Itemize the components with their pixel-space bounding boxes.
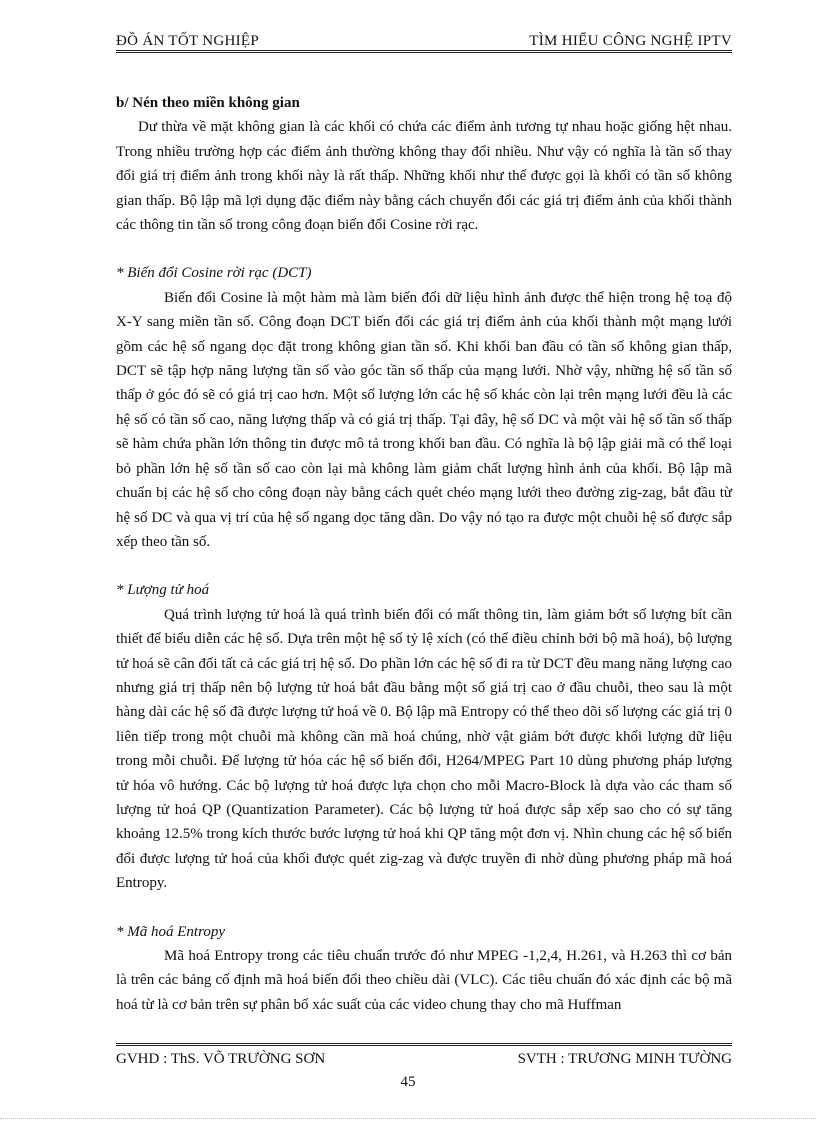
section-title: b/ Nén theo miền không gian: [116, 95, 300, 111]
header-rule: [116, 50, 732, 53]
footer-supervisor: GVHD : ThS. VÕ TRƯỜNG SƠN: [116, 1051, 326, 1067]
subheading-dct: * Biến đổi Cosine rời rạc (DCT): [116, 265, 312, 282]
paragraph-quantization: Quá trình lượng tử hoá là quá trình biến đổi có mất thông tin, làm giảm bớt số lượng bít cần thiết để biểu diễn các hệ số. Dựa trên một hệ số tỷ lệ xích (có thể điều chỉnh bởi bộ mã hoá), bộ lượng tử hoá sẽ cân đối tất cả các giá trị hệ số. Do phần lớn các hệ số đi ra từ DCT đều mang năng lượng cao nhưng giá trị thấp nên bộ lượng tử hoá bắt đầu bằng một số giá trị cao ở đầu chuỗi, theo sau là một hàng dài các hệ số đã được lượng tử hoá về 0. Bộ lập mã Entropy có thể theo dõi số lượng các giá trị 0 liên tiếp trong một chuỗi mà không cần mã hoá chúng, nhờ vật giảm bớt được khối lượng dữ liệu trong mỗi chuỗi. Để lượng tử hóa các hệ số biến đổi, H264/MPEG Part 10 dùng phương pháp lượng tử hóa vô hướng. Các bộ lượng tử hoá được lựa chọn cho mỗi Macro-Block là dựa vào các tham số lượng tử hoá QP (Quantization Parameter). Các bộ lượng tử hoá được sắp xếp sao cho có sự tăng khoảng 12.5% trong kích thước bước lượng tử hoá khi QP tăng một đơn vị. Nhìn chung các hệ số biến đổi được lượng tử hoá của khối được quét zig-zag và được truyền đi nhờ dùng phương pháp mã hoá Entropy.: [116, 606, 732, 892]
paragraph-spatial: Dư thừa về mặt không gian là các khối có chứa các điểm ảnh tương tự nhau hoặc giống hệt nhau. Trong nhiều trường hợp các điểm ảnh thường không thay đổi nhiều. Như vậy có nghĩa là tần số thay đổi giá trị điểm ảnh trong khối này là rất thấp. Những khối như thế được gọi là khối có tần số không gian thấp. Bộ lập mã lợi dụng đặc điểm này bằng cách chuyển đổi các giá trị điểm ảnh của khối thành các thông tin tần số trong công đoạn biến đổi Cosine rời rạc.: [116, 119, 732, 234]
subheading-quantization: * Lượng tử hoá: [116, 582, 210, 599]
paragraph-entropy: Mã hoá Entropy trong các tiêu chuẩn trước đó như MPEG -1,2,4, H.261, và H.263 thì cơ bản là trên các bảng cố định mã hoá biến đổi theo chiều dài (VLC). Các tiêu chuẩn đó xác định các bộ mã hoá từ là cơ bản trên sự phân bố xác suất của các video chung thay cho mã Huffman: [116, 948, 732, 1013]
document-body: [116, 91, 732, 1017]
footer-student: SVTH : TRƯƠNG MINH TƯỜNG: [517, 1051, 732, 1067]
page-footer: [116, 1051, 732, 1068]
paragraph-dct: Biến đổi Cosine là một hàm mà làm biến đổi dữ liệu hình ảnh được thể hiện trong hệ toạ độ X-Y sang miền tần số. Công đoạn DCT biến đổi các giá trị điểm ảnh của khối thành một mạng lưới gồm các hệ số ngang dọc đặt trong không gian tần số. Khi khối ban đầu có tần số không gian thấp, DCT sẽ tập hợp năng lượng tần số vào góc tần số thấp của mạng lưới. Nhờ vậy, những hệ số tần số thấp ở góc đó sẽ có giá trị cao hơn. Một số lượng lớn các hệ số khác còn lại trên mạng lưới đều là các hệ số có tần số cao, năng lượng thấp và có giá trị thấp. Tại đây, hệ số DC và một vài hệ số tần số thấp sẽ hàm chứa phần lớn thông tin được mô tả trong khối ban đầu. Có nghĩa là bộ lập giải mã có thể loại bỏ phần lớn hệ số tần số cao còn lại mà không làm giảm chất lượng hình ảnh của khối. Bộ lập mã chuẩn bị các hệ số cho công đoạn này bằng cách quét chéo mạng lưới theo đường zig-zag, bắt đầu từ hệ số DC và qua vị trí của hệ số ngang dọc tăng dần. Do vậy nó tạo ra được một chuỗi hệ số được sắp xếp theo tần số.: [116, 289, 732, 550]
header-left-title: ĐỒ ÁN TỐT NGHIỆP: [116, 33, 259, 49]
subheading-entropy: * Mã hoá Entropy: [116, 923, 226, 940]
page-bottom-edge: [0, 1118, 816, 1119]
header-right-title: TÌM HIỂU CÔNG NGHỆ IPTV: [529, 33, 732, 49]
page-number: 45: [400, 1074, 416, 1090]
footer-rule: [116, 1043, 732, 1046]
page-header: [116, 26, 732, 50]
